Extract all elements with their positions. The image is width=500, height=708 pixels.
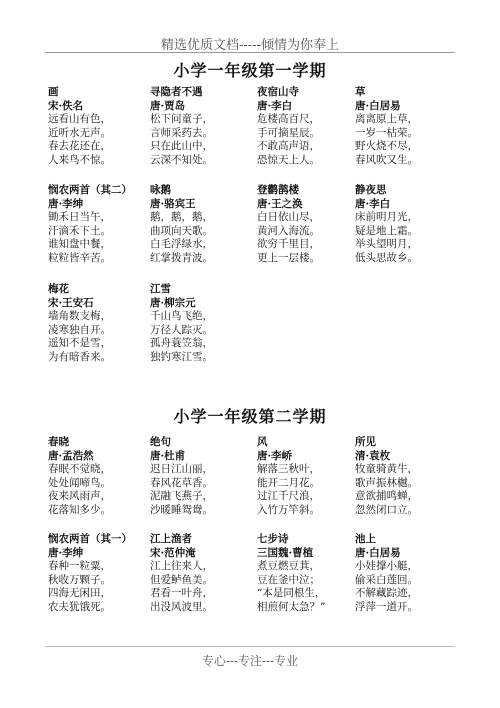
poem-line: 解落三秋叶， <box>257 463 320 475</box>
poem-line: 不解藏踪迹， <box>355 587 418 599</box>
poem-block <box>48 184 158 265</box>
poem-author: 唐·李绅 <box>48 546 84 559</box>
poem-title: 寻隐者不遇 <box>150 86 203 98</box>
poem-block <box>48 283 158 364</box>
poem-line: 锄禾日当午， <box>48 211 111 223</box>
poem-title: 绝句 <box>150 436 171 448</box>
poem-block <box>150 86 260 167</box>
poem-block <box>355 86 465 167</box>
poem-block <box>150 436 260 517</box>
poem-block <box>257 533 367 614</box>
poem-title: 梅花 <box>48 283 69 295</box>
poem-line: 人来鸟不惊。 <box>48 153 111 166</box>
poem-line: 欲穷千里目， <box>257 238 320 250</box>
poem-line: 不敢高声语， <box>257 140 320 152</box>
poem-line: 白日依山尽， <box>257 211 320 223</box>
poem-line: 能开二月花。 <box>257 476 320 489</box>
poem-line: 夜来风雨声， <box>48 490 111 502</box>
poem-line: 危楼高百尺， <box>257 113 320 125</box>
poem-author: 唐·王之涣 <box>257 197 303 210</box>
poem-author: 唐·白居易 <box>355 99 401 112</box>
poem-author: 唐·李峤 <box>257 449 293 462</box>
poem-line: 远看山有色， <box>48 113 111 125</box>
poem-line: 豆在釜中泣； <box>257 573 320 586</box>
poem-line: 红掌拨青波。 <box>150 251 213 264</box>
footer-divider <box>45 646 455 647</box>
poem-author: 唐·白居易 <box>355 546 401 559</box>
poem-line: 遥知不是雪， <box>48 337 111 349</box>
poem-line: 千山鸟飞绝， <box>150 310 213 322</box>
poem-title: 静夜思 <box>355 184 387 196</box>
poem-title: 咏鹅 <box>150 184 171 196</box>
poem-line: 松下问童子， <box>150 113 213 125</box>
poem-line: 言师采药去。 <box>150 126 213 139</box>
poem-line: 独钓寒江雪。 <box>150 350 213 363</box>
poem-line: 处处闻啼鸟。 <box>48 476 111 489</box>
poem-line: 床前明月光， <box>355 211 418 223</box>
poem-line: 歌声振林樾。 <box>355 476 418 489</box>
poem-block <box>150 533 260 614</box>
poem-line: 偷采白莲回。 <box>355 573 418 586</box>
poem-line: 孤舟蓑笠翁， <box>150 337 213 349</box>
poem-line: 更上一层楼。 <box>257 251 320 264</box>
poem-line: 农夫犹饿死。 <box>48 600 111 613</box>
poem-block <box>355 533 465 614</box>
poem-line: 泥融飞燕子， <box>150 490 213 502</box>
poem-title: 春晓 <box>48 436 69 448</box>
poem-line: 四海无闲田， <box>48 587 111 599</box>
poem-line: 入竹万竿斜。 <box>257 503 320 516</box>
poem-line: 意欲捕鸣蝉， <box>355 490 418 502</box>
poem-block <box>48 436 158 517</box>
poem-author: 唐·贾岛 <box>150 99 186 112</box>
poem-line: 春种一粒粟， <box>48 560 111 572</box>
poem-line: 恐惊天上人。 <box>257 153 320 166</box>
poem-line: 君看一叶舟， <box>150 587 213 599</box>
poem-title: 悯农两首（其一） <box>48 533 132 545</box>
page-footer: 专心---专注---专业 <box>201 654 299 668</box>
poem-author: 唐·李绅 <box>48 197 84 210</box>
poem-title: 所见 <box>355 436 376 448</box>
poem-line: “本是同根生， <box>257 587 326 599</box>
poem-author: 宋·佚名 <box>48 99 84 112</box>
poem-title: 江雪 <box>150 283 171 295</box>
poem-line: 一岁一枯荣。 <box>355 126 418 139</box>
poem-line: 忽然闭口立。 <box>355 503 418 516</box>
poem-line: 离离原上草， <box>355 113 418 125</box>
poem-line: 秋收万颗子。 <box>48 573 111 586</box>
poem-author: 三国魏·曹植 <box>257 546 314 559</box>
poem-author: 唐·李白 <box>355 197 391 210</box>
poem-block <box>150 184 260 265</box>
poem-line: 小娃撑小艇， <box>355 560 418 572</box>
poem-title: 画 <box>48 86 59 98</box>
header-divider <box>45 52 455 53</box>
poem-line: 云深不知处。 <box>150 153 213 166</box>
poem-line: 疑是地上霜。 <box>355 224 418 237</box>
poem-title: 池上 <box>355 533 376 545</box>
poem-block <box>48 86 158 167</box>
poem-line: 花落知多少。 <box>48 503 111 516</box>
poem-line: 举头望明月， <box>355 238 418 250</box>
poem-line: 凌寒独自开。 <box>48 323 111 336</box>
poem-line: 但爱鲈鱼美。 <box>150 573 213 586</box>
poem-line: 谁知盘中餐， <box>48 238 111 250</box>
poem-line: 煮豆燃豆萁， <box>257 560 320 572</box>
poem-line: 出没风波里。 <box>150 600 213 613</box>
poem-title: 江上渔者 <box>150 533 192 545</box>
poem-line: 春风花草香。 <box>150 476 213 489</box>
poem-title: 风 <box>257 436 268 448</box>
poem-block <box>257 86 367 167</box>
poem-author: 清·袁枚 <box>355 449 391 462</box>
poem-line: 鹅，鹅，鹅， <box>150 211 213 223</box>
poem-author: 宋·王安石 <box>48 296 94 309</box>
poem-line: 为有暗香来。 <box>48 350 111 363</box>
poem-title: 悯农两首（其二） <box>48 184 132 196</box>
poem-line: 曲项向天歌。 <box>150 224 213 237</box>
poem-line: 墙角数支梅， <box>48 310 111 322</box>
poem-block <box>257 184 367 265</box>
poem-author: 唐·骆宾王 <box>150 197 196 210</box>
poem-line: 近听水无声。 <box>48 126 111 139</box>
poem-title: 登鹳鹊楼 <box>257 184 299 196</box>
poem-author: 唐·孟浩然 <box>48 449 94 462</box>
poem-line: 牧童骑黄牛， <box>355 463 418 475</box>
poem-author: 宋·范仲淹 <box>150 546 196 559</box>
poem-block <box>150 283 260 364</box>
poem-line: 沙暖睡鸳鸯。 <box>150 503 213 516</box>
poem-line: 春眠不觉晓， <box>48 463 111 475</box>
poem-line: 白毛浮绿水， <box>150 238 213 250</box>
poem-author: 唐·柳宗元 <box>150 296 196 309</box>
poem-line: 浮萍一道开。 <box>355 600 418 613</box>
poem-line: 江上往来人， <box>150 560 213 572</box>
page-header: 精选优质文档-----倾情为你奉上 <box>161 38 339 53</box>
poem-line: 手可摘星辰。 <box>257 126 320 139</box>
poem-line: 汗滴禾下土。 <box>48 224 111 237</box>
poem-title: 夜宿山寺 <box>257 86 299 98</box>
poem-line: 野火烧不尽， <box>355 140 418 152</box>
poem-line: 低头思故乡。 <box>355 251 418 264</box>
poem-title: 草 <box>355 86 366 98</box>
poem-block <box>48 533 158 614</box>
poem-author: 唐·杜甫 <box>150 449 186 462</box>
semester1-title: 小学一年级第一学期 <box>173 61 327 80</box>
poem-line: 相煎何太急？” <box>257 600 326 613</box>
poem-title: 七步诗 <box>257 533 289 545</box>
poem-author: 唐·李白 <box>257 99 293 112</box>
poem-line: 过江千尺浪， <box>257 490 320 502</box>
poem-line: 万径人踪灭。 <box>150 323 213 336</box>
semester2-title: 小学一年级第二学期 <box>173 407 327 426</box>
poem-block <box>257 436 367 517</box>
poem-line: 只在此山中， <box>150 140 213 152</box>
poem-block <box>355 184 465 265</box>
poem-line: 春风吹又生。 <box>355 153 418 166</box>
poem-line: 迟日江山丽， <box>150 463 213 475</box>
poem-line: 春去花还在， <box>48 140 111 152</box>
poem-block <box>355 436 465 517</box>
poem-line: 粒粒皆辛苦。 <box>48 251 111 264</box>
poem-line: 黄河入海流。 <box>257 224 320 237</box>
